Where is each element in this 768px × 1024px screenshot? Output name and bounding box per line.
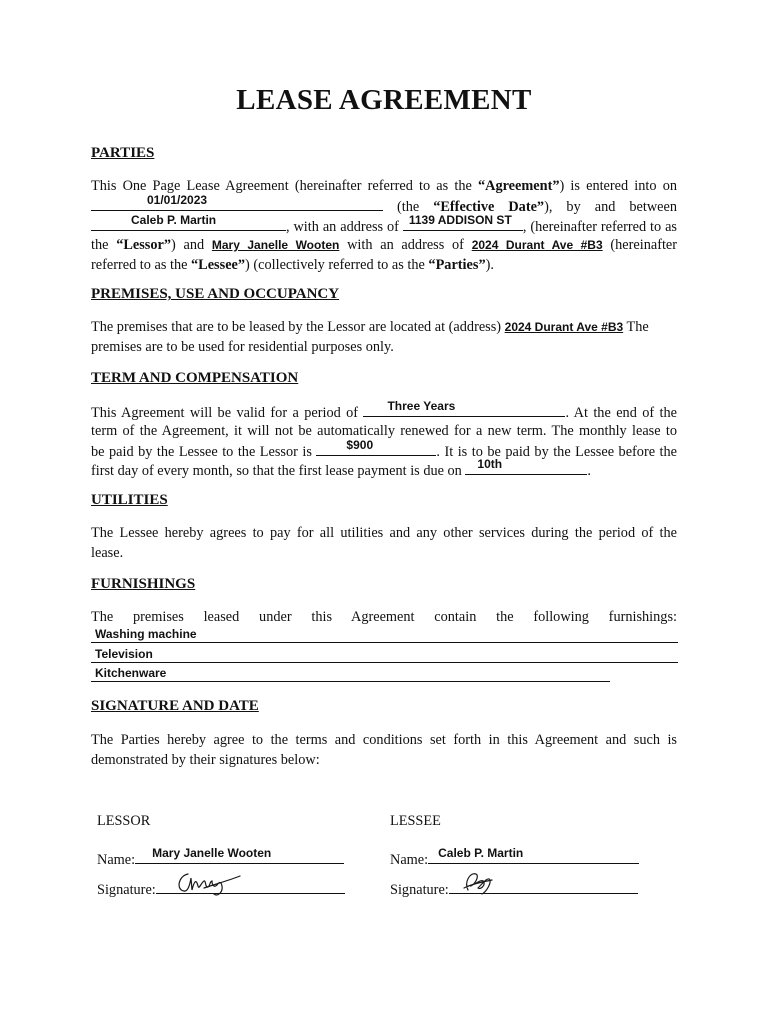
lessee-name-row: Name: Caleb P. Martin bbox=[390, 849, 639, 870]
utilities-line-2: lease. bbox=[91, 545, 124, 561]
lessor-handwritten-signature bbox=[174, 866, 244, 898]
signature-line-1: The Parties hereby agree to the terms and conditions set forth in this Agreement and such is bbox=[91, 732, 677, 748]
lessor-signature-name-field[interactable]: Mary Janelle Wooten bbox=[135, 849, 344, 864]
first-payment-due-field[interactable]: 10th bbox=[465, 460, 587, 475]
parties-line-2: 01/01/2023 (the “Effective Date”), by and between bbox=[91, 196, 677, 218]
lessor-address-field[interactable]: 1139 ADDISON ST bbox=[403, 216, 523, 231]
furnishings-line-1: The premises leased under this Agreement contain the following furnishings: bbox=[91, 609, 677, 625]
lessor-name-field[interactable]: Caleb P. Martin bbox=[91, 216, 286, 231]
premises-address-field[interactable]: 2024 Durant Ave #B3 bbox=[504, 320, 624, 334]
term-heading: TERM AND COMPENSATION bbox=[91, 370, 299, 386]
term-line-3: be paid by the Lessee to the Lessor is $900 . It is to be paid by the Lessee before the bbox=[91, 437, 678, 460]
signature-line-2: demonstrated by their signatures below: bbox=[91, 752, 320, 768]
lessee-signature-row: Signature: bbox=[390, 879, 638, 900]
furnishing-item-3[interactable]: Kitchenware bbox=[91, 664, 610, 682]
premises-line-2: premises are to be used for residential purposes only. bbox=[91, 339, 394, 355]
premises-line-1: The premises that are to be leased by the Lessor are located at (address) 2024 Durant Ave #B3 The bbox=[91, 319, 649, 335]
lessee-name-field[interactable]: Mary Janelle Wooten bbox=[211, 238, 340, 252]
term-line-2: term of the Agreement, it will not be automatically renewed for a new term. The monthly lease to bbox=[91, 423, 677, 439]
term-line-4: first day of every month, so that the first lease payment is due on 10th . bbox=[91, 456, 591, 479]
lessee-address-field[interactable]: 2024 Durant Ave #B3 bbox=[471, 238, 603, 252]
term-line-1: This Agreement will be valid for a period of Three Years . At the end of the bbox=[91, 398, 677, 421]
lessee-signature-name-field[interactable]: Caleb P. Martin bbox=[428, 849, 639, 864]
utilities-heading: UTILITIES bbox=[91, 492, 168, 508]
document-title: LEASE AGREEMENT bbox=[236, 84, 532, 116]
utilities-line-1: The Lessee hereby agrees to pay for all utilities and any other services during the period of the bbox=[91, 525, 677, 541]
furnishing-item-2[interactable]: Television bbox=[91, 645, 678, 663]
parties-line-5: referred to as the “Lessee”) (collectively referred to as the “Parties”). bbox=[91, 257, 494, 273]
parties-heading: PARTIES bbox=[91, 145, 155, 161]
furnishings-heading: FURNISHINGS bbox=[91, 576, 196, 592]
furnishing-item-1[interactable]: Washing machine bbox=[91, 625, 678, 643]
term-period-field[interactable]: Three Years bbox=[363, 402, 565, 417]
monthly-amount-field[interactable]: $900 bbox=[316, 441, 436, 456]
premises-heading: PREMISES, USE AND OCCUPANCY bbox=[91, 286, 340, 302]
lessor-signature-row: Signature: bbox=[97, 879, 345, 900]
effective-date-field[interactable]: 01/01/2023 bbox=[91, 196, 383, 211]
parties-line-3: Caleb P. Martin , with an address of 1139 ADDISON ST , (hereinafter referred to as bbox=[91, 216, 677, 238]
lessor-label: LESSOR bbox=[97, 813, 151, 829]
lessor-name-row: Name: Mary Janelle Wooten bbox=[97, 849, 344, 870]
parties-line-4: the “Lessor”) and Mary Janelle Wooten with an address of 2024 Durant Ave #B3 (hereinafter bbox=[91, 237, 678, 253]
signature-heading: SIGNATURE AND DATE bbox=[91, 698, 259, 714]
parties-line-1: This One Page Lease Agreement (hereinafter referred to as the “Agreement”) is entered into on bbox=[91, 178, 677, 194]
lessee-label: LESSEE bbox=[390, 813, 441, 829]
lessee-handwritten-signature bbox=[458, 868, 498, 898]
